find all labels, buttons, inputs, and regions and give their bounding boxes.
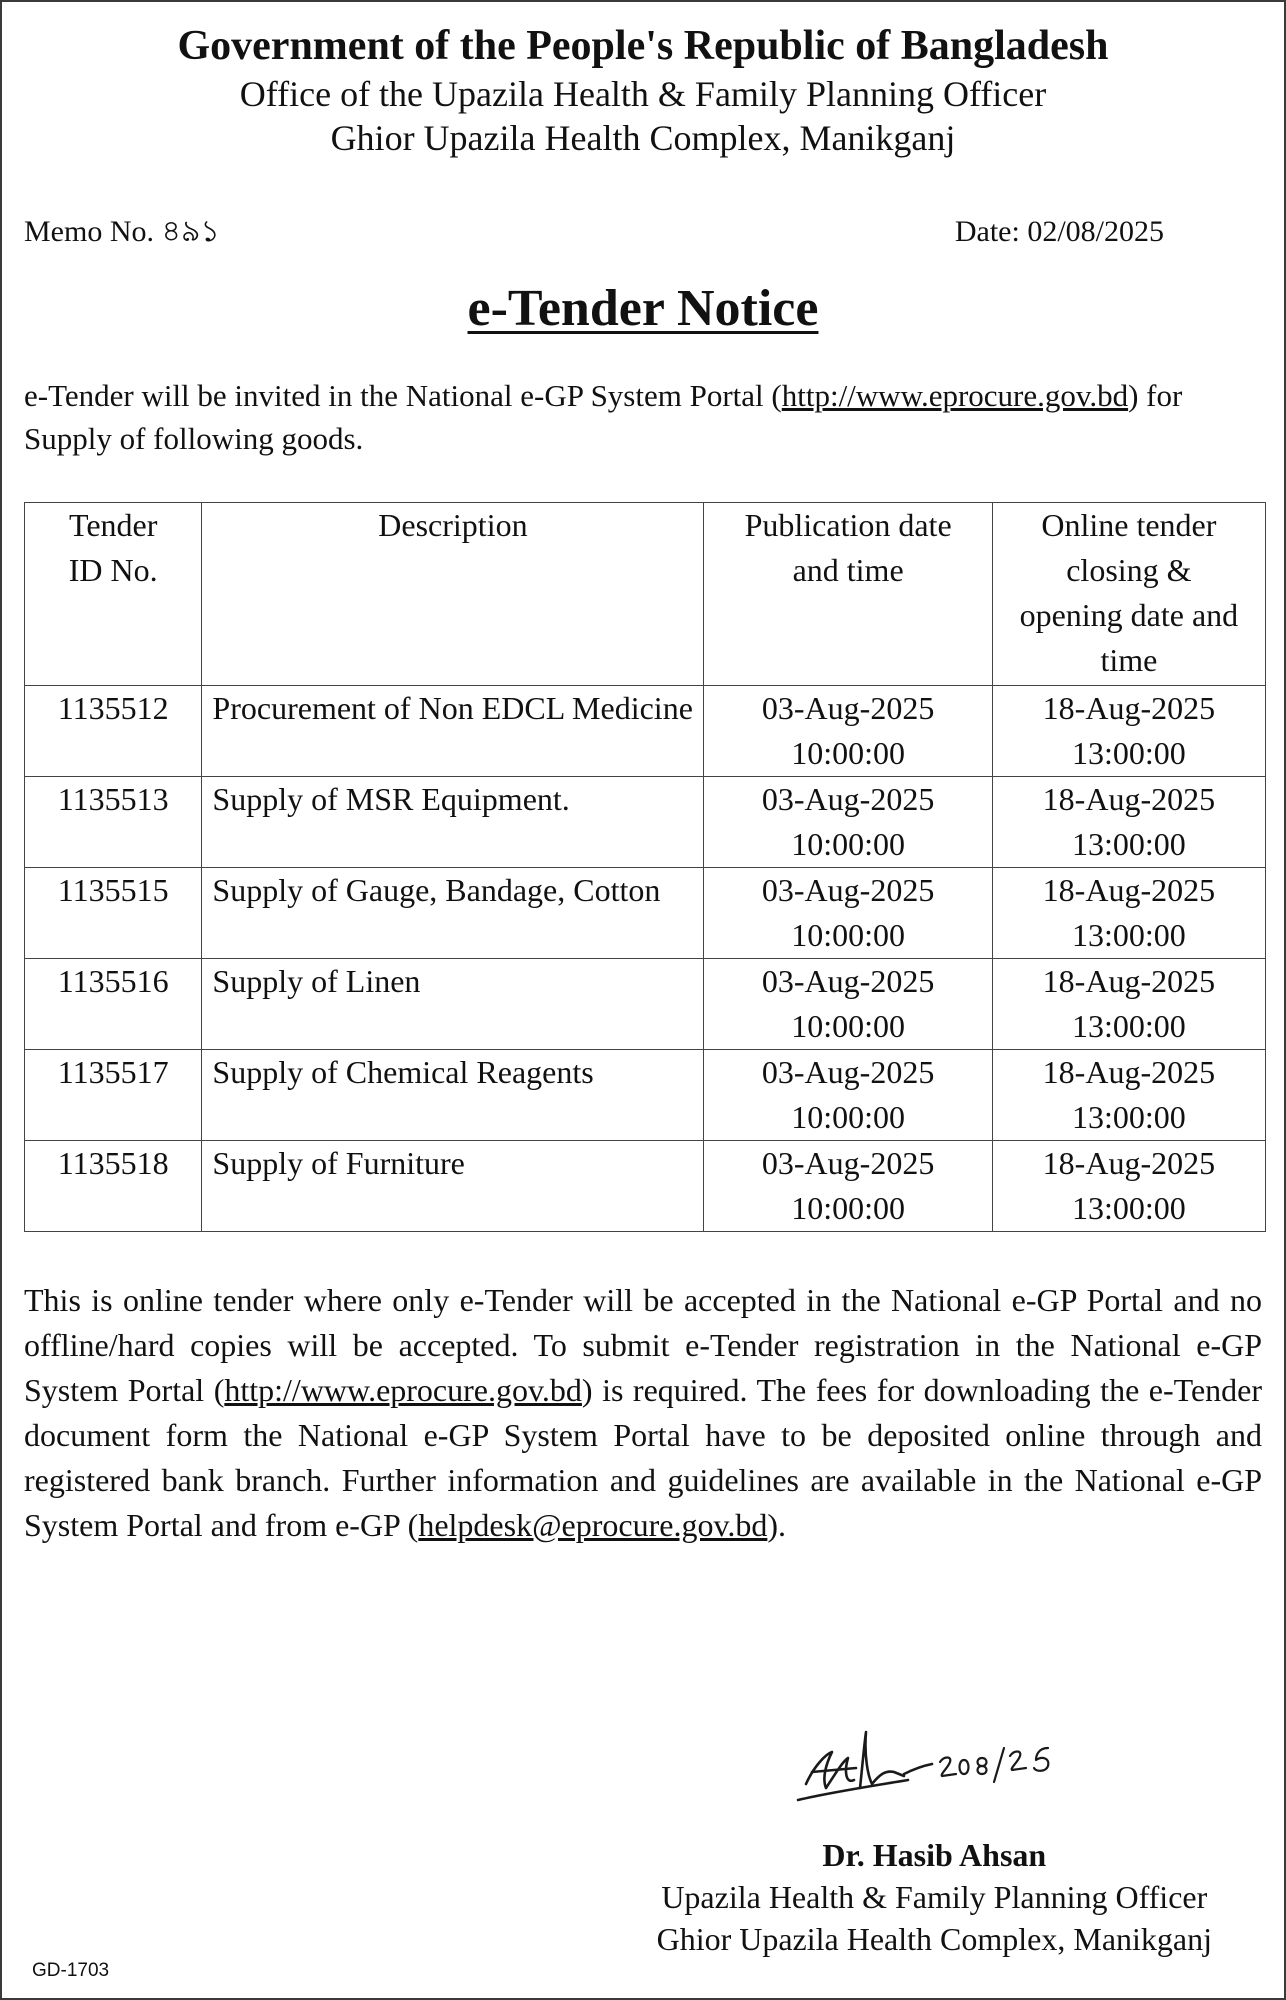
- signatory-title: Upazila Health & Family Planning Officer: [661, 1879, 1208, 1915]
- description-cell: Supply of Linen: [202, 959, 704, 1050]
- header-closing-line: time: [1100, 642, 1158, 678]
- closing-date: 18-Aug-2025: [1042, 872, 1216, 908]
- notice-title: e-Tender Notice: [467, 280, 819, 337]
- closing-time: 13:00:00: [1071, 1008, 1186, 1044]
- tender-id-cell: 1135517: [25, 1050, 202, 1141]
- eprocure-link[interactable]: http://www.eprocure.gov.bd: [781, 378, 1129, 413]
- publication-date: 03-Aug-2025: [761, 1054, 935, 1090]
- closing-cell: [992, 686, 1265, 777]
- closing-time: 13:00:00: [1071, 917, 1186, 953]
- publication-cell: [704, 959, 992, 1050]
- closing-cell: [992, 777, 1265, 868]
- closing-date: 18-Aug-2025: [1042, 1145, 1216, 1181]
- publication-time: 10:00:00: [791, 1099, 905, 1135]
- tender-id-cell: 1135512: [25, 686, 202, 777]
- description-cell: Supply of Gauge, Bandage, Cotton: [202, 868, 704, 959]
- header-publication: [704, 503, 992, 686]
- header-tender-id-line: ID No.: [68, 552, 158, 588]
- header-publication-line: Publication date: [744, 507, 952, 543]
- publication-date: 03-Aug-2025: [761, 963, 935, 999]
- memo-row: [24, 214, 1164, 250]
- government-title: Government of the People's Republic of Bangladesh: [177, 23, 1109, 69]
- header-closing-line: opening date and: [1019, 597, 1239, 633]
- closing-date: 18-Aug-2025: [1042, 1054, 1216, 1090]
- intro-paragraph: [24, 374, 1262, 460]
- table-row: [25, 777, 1266, 868]
- publication-cell: [704, 777, 992, 868]
- closing-time: 13:00:00: [1071, 1099, 1186, 1135]
- table-row: [25, 1050, 1266, 1141]
- body-paragraph: [24, 1278, 1262, 1548]
- header-closing-line: Online tender: [1041, 507, 1217, 543]
- header-tender-id: [25, 503, 202, 686]
- header-closing-line: closing &: [1066, 552, 1192, 588]
- complex-name: Ghior Upazila Health Complex, Manikganj: [330, 118, 956, 158]
- publication-time: 10:00:00: [791, 735, 905, 771]
- closing-cell: [992, 1141, 1265, 1232]
- closing-date: 18-Aug-2025: [1042, 690, 1216, 726]
- intro-text-after: ) for Supply of following goods.: [24, 378, 1183, 456]
- description-cell: Supply of MSR Equipment.: [202, 777, 704, 868]
- publication-cell: [704, 868, 992, 959]
- closing-time: 13:00:00: [1071, 735, 1186, 771]
- table-row: [25, 868, 1266, 959]
- publication-time: 10:00:00: [791, 1008, 905, 1044]
- document-code: GD-1703: [32, 1960, 110, 1981]
- header-description: Description: [202, 503, 704, 686]
- body-text-2: ) is required. The fees for downloading the e-Tender document form the National e-GP System Portal have to be deposited online through and registered bank branch. Further information and guidelines are available in the National e-GP System Portal and from e-GP (: [24, 1372, 1263, 1543]
- publication-time: 10:00:00: [791, 1190, 905, 1226]
- header-closing: [992, 503, 1265, 686]
- handwritten-signature: [792, 1722, 1072, 1812]
- closing-cell: [992, 1050, 1265, 1141]
- closing-cell: [992, 959, 1265, 1050]
- closing-time: 13:00:00: [1071, 1190, 1186, 1226]
- letterhead: [2, 2, 1284, 160]
- publication-cell: [704, 1141, 992, 1232]
- body-text-3: ).: [767, 1507, 787, 1543]
- table-header-row: [25, 503, 1266, 686]
- closing-date: 18-Aug-2025: [1042, 963, 1216, 999]
- tender-id-cell: 1135518: [25, 1141, 202, 1232]
- publication-date: 03-Aug-2025: [761, 690, 935, 726]
- signatory-block: [657, 1834, 1212, 1960]
- publication-cell: [704, 1050, 992, 1141]
- description-cell: Procurement of Non EDCL Medicine: [202, 686, 704, 777]
- memo-date: Date: 02/08/2025: [954, 215, 1164, 248]
- publication-date: 03-Aug-2025: [761, 1145, 935, 1181]
- signatory-name: Dr. Hasib Ahsan: [822, 1837, 1047, 1873]
- tender-id-cell: 1135516: [25, 959, 202, 1050]
- body-text-1: This is online tender where only e-Tender will be accepted in the National e-GP Portal and no offline/hard copies will be accepted. To submit e-Tender registration in the National e-GP System Portal (: [24, 1282, 1262, 1408]
- closing-time: 13:00:00: [1071, 826, 1186, 862]
- tender-id-cell: 1135513: [25, 777, 202, 868]
- description-cell: Supply of Chemical Reagents: [202, 1050, 704, 1141]
- publication-time: 10:00:00: [791, 917, 905, 953]
- tender-id-cell: 1135515: [25, 868, 202, 959]
- closing-date: 18-Aug-2025: [1042, 781, 1216, 817]
- publication-date: 03-Aug-2025: [761, 781, 935, 817]
- publication-cell: [704, 686, 992, 777]
- notice-title-wrap: [2, 278, 1284, 340]
- header-tender-id-line: Tender: [69, 507, 158, 543]
- tender-table: [24, 502, 1266, 1232]
- description-cell: Supply of Furniture: [202, 1141, 704, 1232]
- helpdesk-email-link[interactable]: helpdesk@eprocure.gov.bd: [418, 1507, 768, 1543]
- header-publication-line: and time: [792, 552, 904, 588]
- table-row: [25, 1141, 1266, 1232]
- publication-time: 10:00:00: [791, 826, 905, 862]
- memo-number: Memo No. ৪৯১: [24, 215, 220, 248]
- eprocure-link-2[interactable]: http://www.eprocure.gov.bd: [224, 1372, 582, 1408]
- closing-cell: [992, 868, 1265, 959]
- table-row: [25, 686, 1266, 777]
- publication-date: 03-Aug-2025: [761, 872, 935, 908]
- intro-text-before: e-Tender will be invited in the National e-GP System Portal (: [24, 378, 782, 413]
- signatory-office: Ghior Upazila Health Complex, Manikganj: [656, 1921, 1212, 1957]
- table-row: [25, 959, 1266, 1050]
- office-name: Office of the Upazila Health & Family Planning Officer: [239, 74, 1047, 114]
